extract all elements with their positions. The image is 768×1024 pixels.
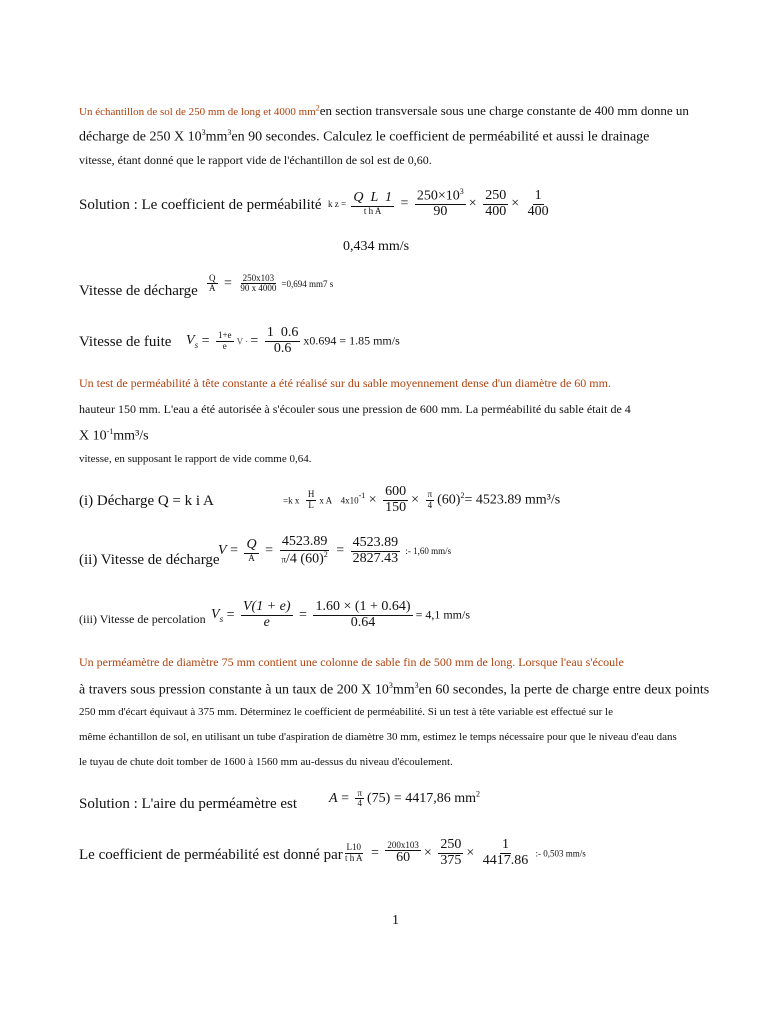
decharge-formula: $\frac{Q}{A}$ = $\frac{250x103}{90 x 4000}$ =0,694 mm7 s [209,273,334,294]
permeability-formula-1: k z = Q L 1 t h A = $\frac{250\times 10^3}{90}$ × $\frac{250}{400}$ × $\frac{1}{400}$ [328,187,549,220]
fuite-formula: $V_s$ = $\frac{1+e}{e}$ V · = $\frac{1 0.6}{0.6}$ x0.694 = 1.85 mm/s [186,325,400,356]
vitesse-decharge-formula: V = Q A = $\frac{4523.89}{\pi/4 (60)^2}$ = $\frac{4523.89}{2827.43}$ :- 1,60 mm/s [218,534,452,567]
problem2-line3: X $10^{-1}mm^3/s$ [79,427,149,444]
vitesse-decharge-label: (ii) Vitesse de décharge [79,552,220,568]
coef-label: Le coefficient de perméabilité est donné par [79,847,343,863]
problem2-intro: Un test de perméabilité à tête constante a été réalisé sur du sable moyennement dense d'un diamètre de 60 mm. [79,376,611,390]
problem3-line3: 250 mm d'écart équivaut à 375 mm. Déterminez le coefficient de perméabilité. Si un test à tête variable est effectué sur le [79,706,613,718]
problem3-line5: le tuyau de chute doit tomber de 1600 à 1560 mm au-dessus du niveau d'écoulement. [79,756,453,768]
problem1-intro-red: Un échantillon de sol de 250 mm de long et 4000 mm [79,106,316,118]
coef-formula: $\frac{L10}{\text{t h A}}$ = 200x103 60 × $\frac{250}{375}$ × $\frac{1}{4417.86}$ :- 0,503 mm/s [345,837,586,868]
decharge-label: Vitesse de décharge [79,283,198,299]
percolation-label: (iii) Vitesse de percolation [79,612,206,626]
percolation-formula: $V_s$ = $\frac{V(1 + e)}{e}$ = $\frac{1.60 \times (1 + 0.64)}{0.64}$ = 4,1 mm/s [211,599,471,630]
decharge-q-label: (i) Décharge Q = k i A [79,493,214,509]
fuite-label: Vitesse de fuite [79,334,172,350]
problem1-line3: vitesse, étant donné que le rapport vide de l'échantillon de sol est de 0,60. [79,153,432,167]
area-formula: A = $\frac{\pi}{4}$ (75) = 4417,86 $mm^2$ [329,788,481,809]
problem1-result: 0,434 mm/s [343,239,410,254]
page-number: 1 [392,913,399,928]
problem1-line2: décharge de 250 X $10^3mm^3en$ 90 secondes. Calculez le coefficient de perméabilité et aussi le drainage [79,128,650,145]
problem1-intro: Un échantillon de sol de 250 mm de long et 4000 $mm^2en$ section transversale sous une charge constante de 400 mm donne un [79,103,689,118]
problem3-solution-label: Solution : L'aire du perméamètre est [79,796,298,812]
decharge-q-formula: =k x $\frac{H}{L}$ x A $4x10^{-1}$ × $\frac{600}{150}$ × $\frac{\pi}{4}$ $(60)^2= 4523.89$ mm³/s [283,484,561,515]
problem2-line4: vitesse, en supposant le rapport de vide comme 0,64. [79,453,312,465]
problem1-solution-label: Solution : Le coefficient de perméabilité [79,197,322,213]
problem3-line4: même échantillon de sol, en utilisant un tube d'aspiration de diamètre 30 mm, estimez le temps nécessaire pour que le niveau d'eau dans [79,731,677,743]
problem3-intro: Un perméamètre de diamètre 75 mm contient une colonne de sable fin de 500 mm de long. Lorsque l'eau s'écoule [79,655,624,669]
problem1-intro-rest: en section transversale sous une charge constante de 400 mm donne un [319,103,689,118]
problem2-line2: hauteur 150 mm. L'eau a été autorisée à s'écouler sous une pression de 600 mm. La perméabilité du sable était de 4 [79,402,631,416]
problem3-line2: à travers sous pression constante à un taux de 200 X $10^3mm^3en$ 60 secondes, la perte de charge entre deux points [79,681,710,698]
